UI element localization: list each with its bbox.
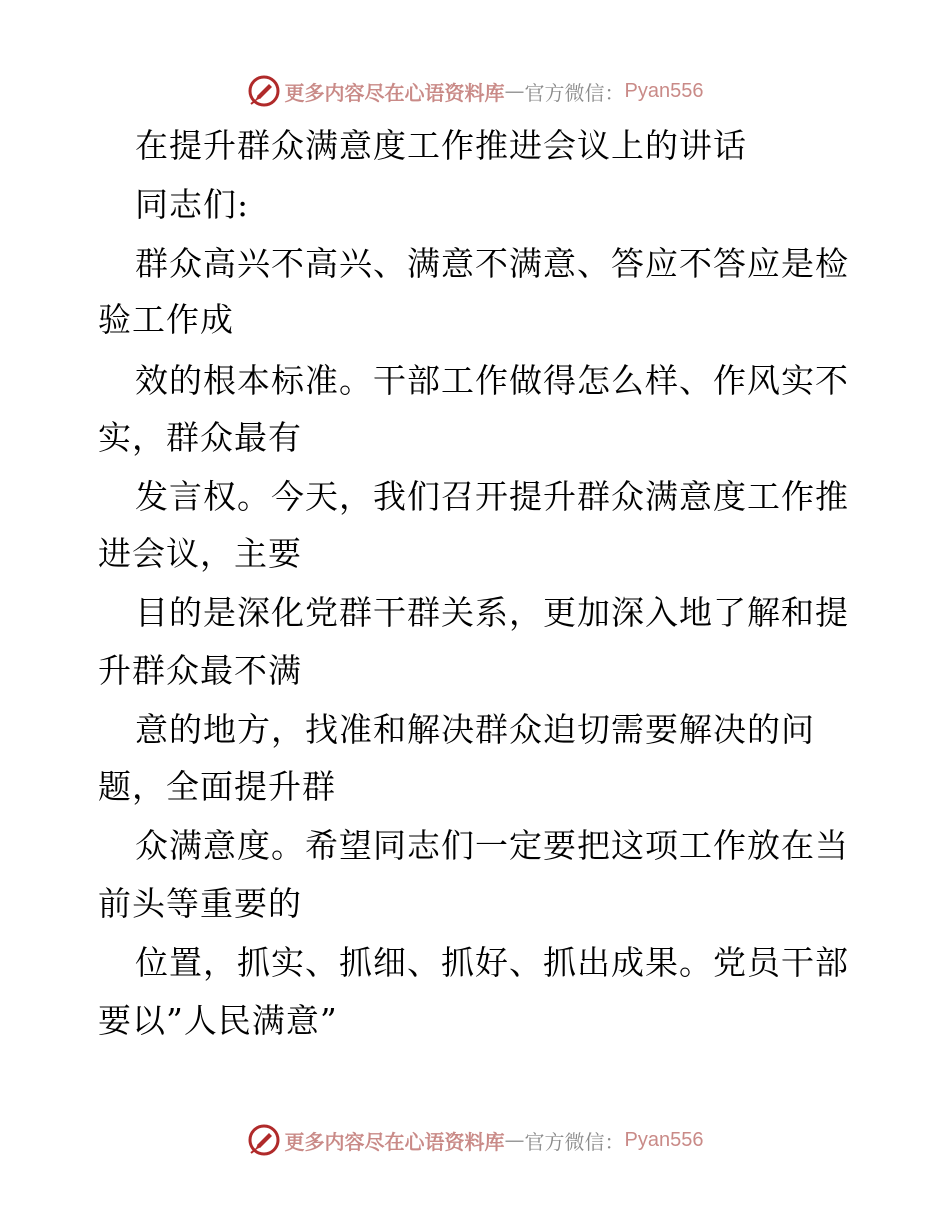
banner-account: Pyan556 [624,1128,704,1151]
banner-dash: — [504,1128,525,1152]
banner-main-text: 更多内容尽在心语资料库 [284,1129,505,1154]
pen-logo-icon [247,74,281,108]
banner-account: Pyan556 [624,79,704,102]
paragraph-line: 群众高兴不高兴、满意不满意、答应不答应是检 [135,244,849,283]
paragraph-line: 效的根本标准。干部工作做得怎么样、作风实不 [135,361,849,400]
salutation: 同志们: [135,185,250,224]
paragraph-line: 位置，抓实、抓细、抓好、抓出成果。党员干部 [135,943,849,982]
paragraph-line: 目的是深化党群干群关系，更加深入地了解和提 [135,593,849,632]
header-banner [0,71,950,111]
paragraph-line: 意的地方，找准和解决群众迫切需要解决的问 [135,710,815,749]
document-title: 在提升群众满意度工作推进会议上的讲话 [135,126,747,165]
banner-wechat-label: 官方微信： [524,80,625,105]
paragraph-line: 要以”人民满意” [98,1001,338,1040]
banner-dash: — [504,79,525,103]
paragraph-line: 发言权。今天，我们召开提升群众满意度工作推 [135,477,849,516]
paragraph-line: 题，全面提升群 [98,767,336,806]
paragraph-line: 进会议，主要 [98,534,302,573]
pen-logo-icon [247,1123,281,1157]
banner-main-text: 更多内容尽在心语资料库 [284,80,505,105]
paragraph-line: 前头等重要的 [98,884,302,923]
paragraph-line: 升群众最不满 [98,651,302,690]
footer-banner [0,1120,950,1160]
paragraph-line: 众满意度。希望同志们一定要把这项工作放在当 [135,826,849,865]
banner-wechat-label: 官方微信： [524,1129,625,1154]
paragraph-line: 验工作成 [98,300,234,339]
paragraph-line: 实，群众最有 [98,418,302,457]
